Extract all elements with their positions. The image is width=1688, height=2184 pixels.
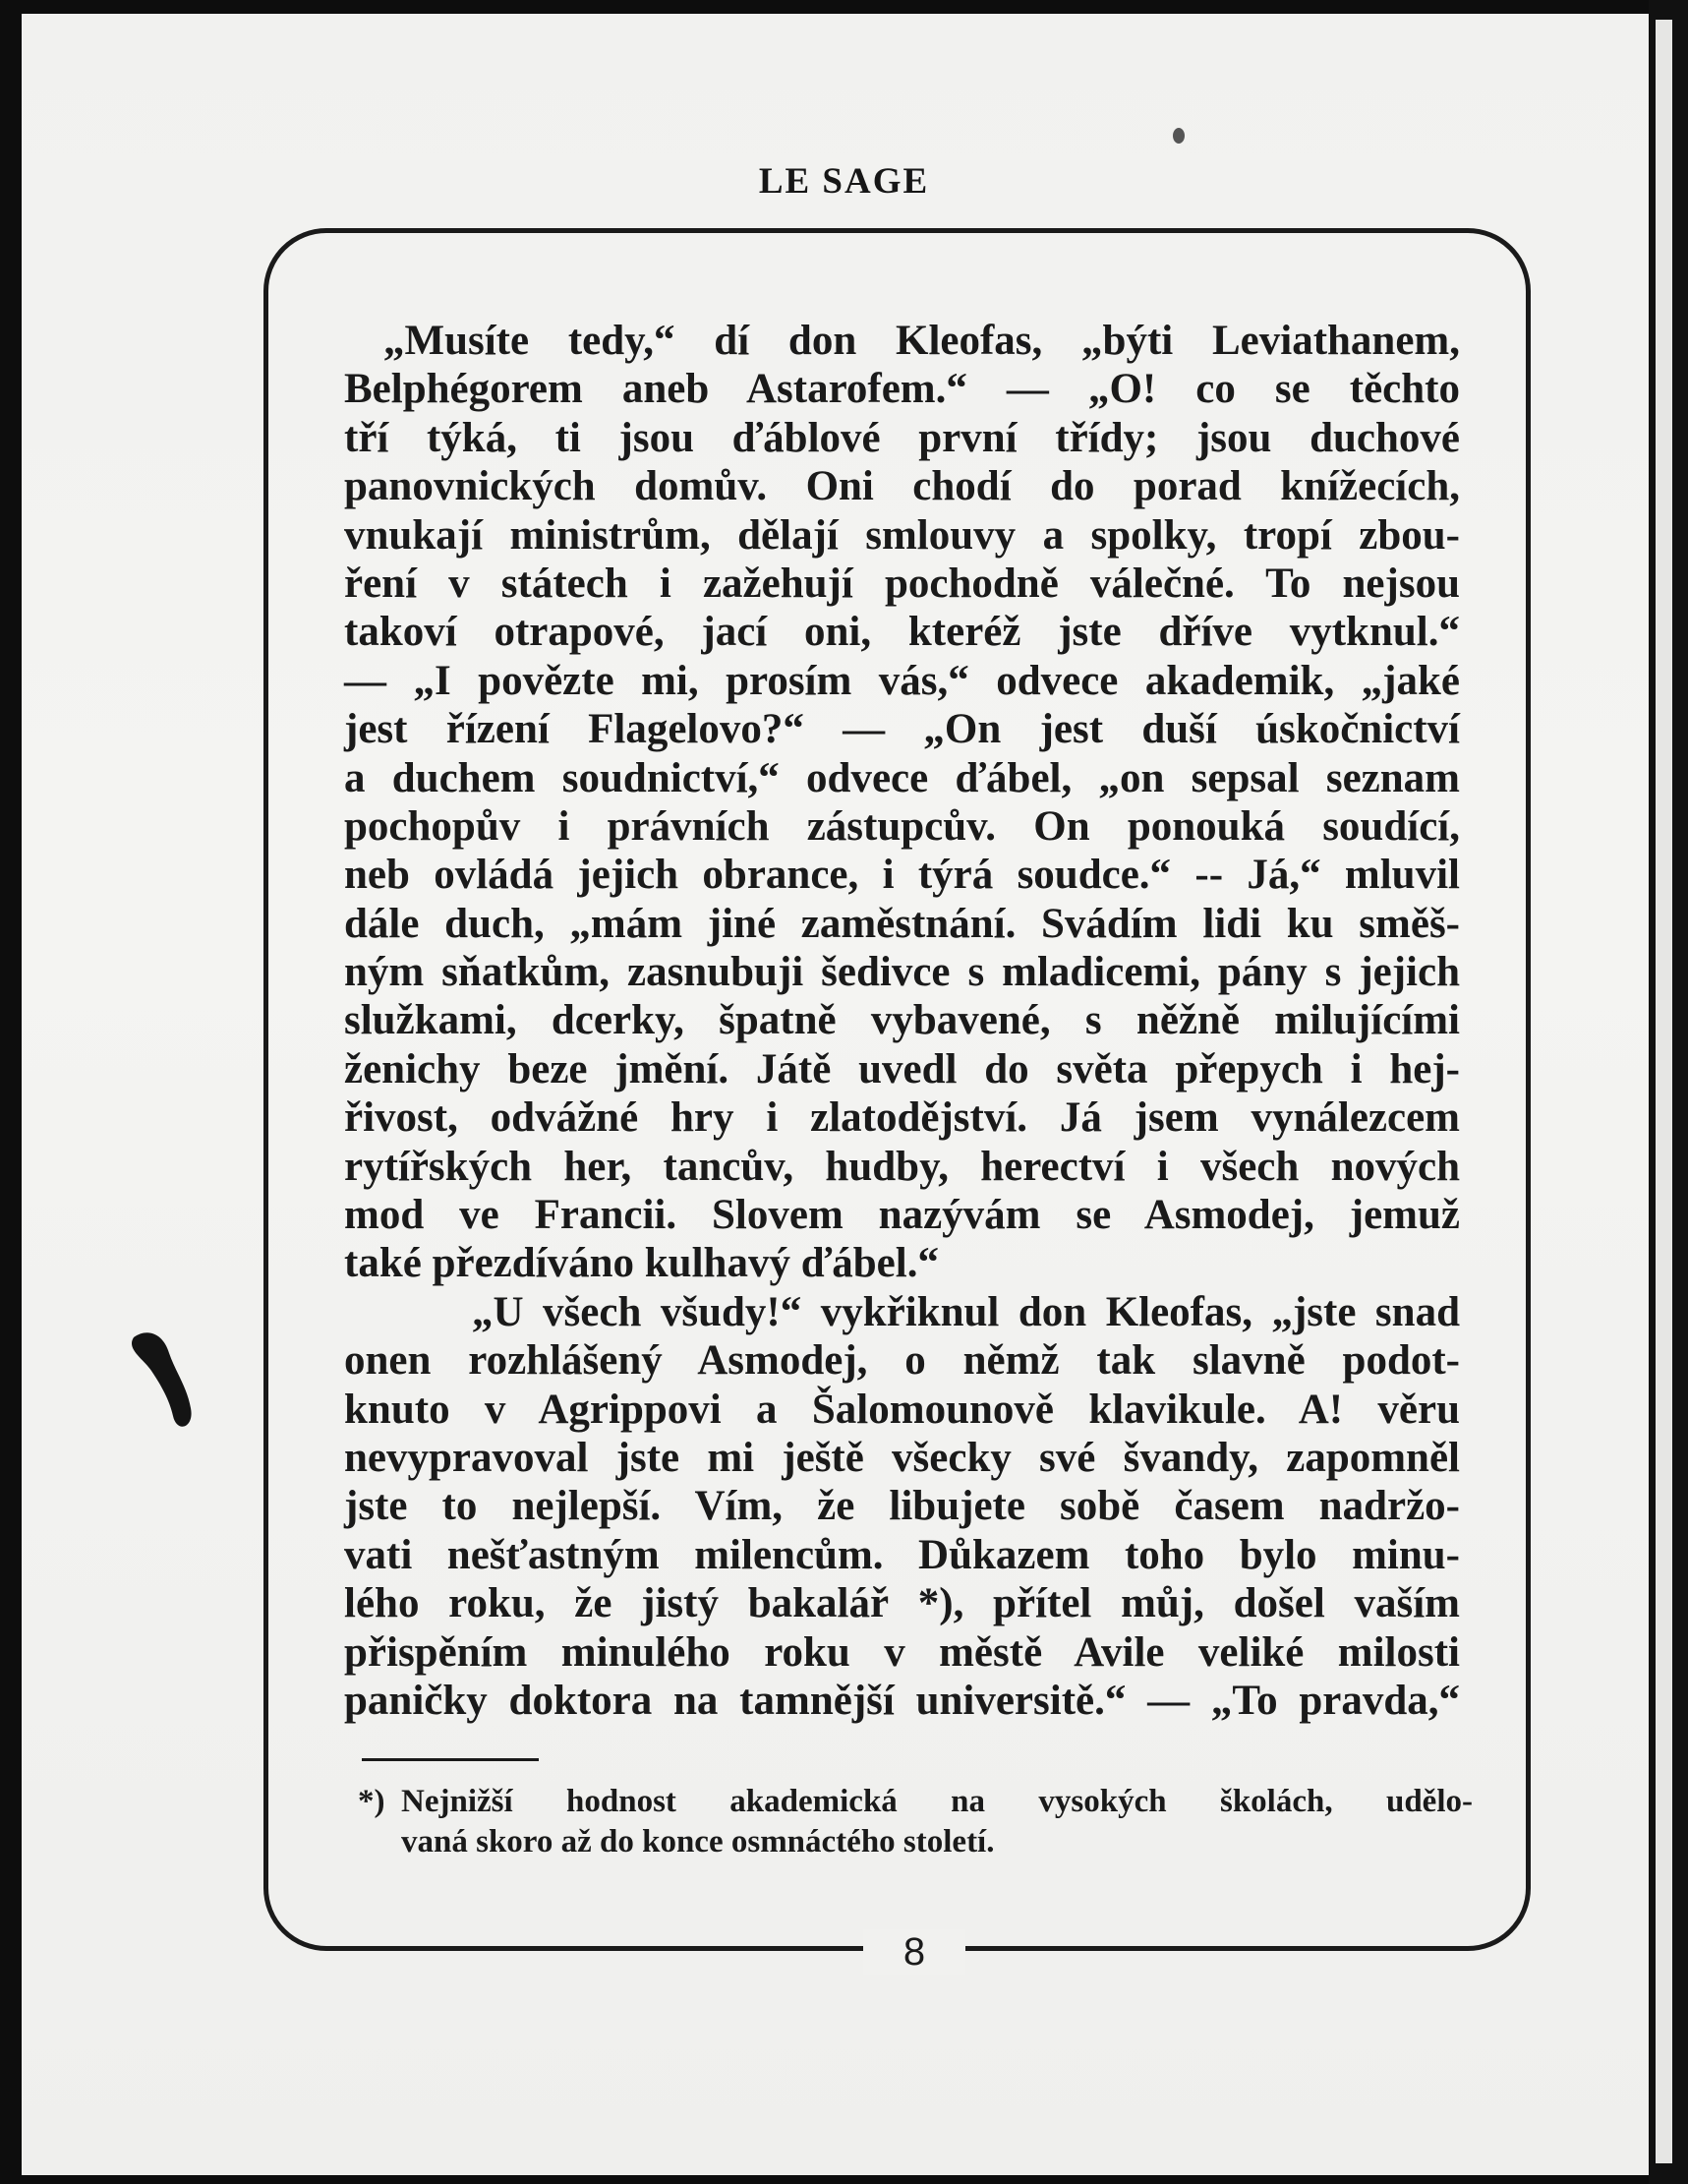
text-line: lého roku, že jistý bakalář *), přítel můj, došel vaším: [344, 1580, 1460, 1627]
text-line: „U všech všudy!“ vykřiknul don Kleofas, „jste snad: [472, 1288, 1460, 1335]
text-line: neb ovládá jejich obrance, i týrá soudce.“ -- Já,“ mluvil: [344, 852, 1460, 899]
footnote: [358, 1782, 1473, 1862]
text-line: jste to nejlepší. Vím, že libujete sobě časem nadržo-: [344, 1483, 1460, 1530]
text-line: Belphégorem aneb Astarofem.“ — „O! co se těchto: [344, 366, 1460, 413]
text-line: jest řízení Flagelovo?“ — „On jest duší úskočnictví: [344, 706, 1460, 753]
text-line: vnukají ministrům, dělají smlouvy a spolky, tropí zbou-: [344, 511, 1460, 559]
ink-speck: [1173, 128, 1185, 144]
footnote-rule: [362, 1758, 539, 1761]
text-line: „Musíte tedy,“ dí don Kleofas, „býti Leviathanem,: [383, 318, 1460, 364]
text-line: rytířských her, tancův, hudby, herectví i všech nových: [344, 1143, 1460, 1190]
text-line: dále duch, „mám jiné zaměstnání. Svádím lidi ku směš-: [344, 900, 1460, 947]
text-line: nevypravoval jste mi ještě všecky své švandy, zapomněl: [344, 1434, 1460, 1481]
text-line: knuto v Agrippovi a Šalomounově klavikule. A! věru: [344, 1386, 1460, 1433]
text-line: také přezdíváno kulhavý ďábel.“: [344, 1240, 939, 1287]
text-line: služkami, dcerky, špatně vybavené, s něžně milujícími: [344, 997, 1460, 1044]
footnote-line: vaná skoro až do konce osmnáctého století.: [401, 1824, 995, 1859]
footnote-line: Nejnižší hodnost akademická na vysokých školách, udělo-: [401, 1784, 1473, 1819]
text-line: a duchem soudnictví,“ odvece ďábel, „on sepsal seznam: [344, 754, 1460, 801]
main-text-block: [344, 317, 1460, 1725]
page-number: 8: [902, 1930, 926, 1974]
text-line: ření v státech i zažehují pochodně válečné. To nejsou: [344, 560, 1460, 607]
text-line: řivost, odvážné hry i zlatodějství. Já jsem vynálezcem: [344, 1094, 1460, 1142]
text-line: pochopův i právních zástupcův. On ponouká soudící,: [344, 802, 1460, 850]
running-head: LE SAGE: [758, 161, 930, 202]
adjacent-page-edge: [1656, 20, 1672, 2163]
text-line: takoví otrapové, jací oni, kteréž jste dříve vytknul.“: [344, 609, 1460, 656]
text-line: paničky doktora na tamnější universitě.“ — „To pravda,“: [344, 1677, 1460, 1724]
text-line: tří týká, ti jsou ďáblové první třídy; jsou duchové: [344, 414, 1460, 461]
text-line: ženichy beze jmění. Játě uvedl do světa přepych i hej-: [344, 1045, 1460, 1092]
text-line: ným sňatkům, zasnubuji šedivce s mladicemi, pány s jejich: [344, 949, 1460, 996]
text-line: mod ve Francii. Slovem nazývám se Asmodej, jemuž: [344, 1192, 1460, 1239]
ink-blot-mark: [130, 1326, 199, 1434]
text-line: panovnických domův. Oni chodí do porad knížecích,: [344, 463, 1460, 510]
footnote-marker: *): [358, 1784, 385, 1819]
text-line: přispěním minulého roku v městě Avile veliké milosti: [344, 1628, 1460, 1676]
text-line: vati nešťastným milencům. Důkazem toho bylo minu-: [344, 1531, 1460, 1578]
text-line: onen rozhlášený Asmodej, o němž tak slavně podot-: [344, 1337, 1460, 1385]
text-line: — „I povězte mi, prosím vás,“ odvece akademik, „jaké: [344, 657, 1460, 704]
